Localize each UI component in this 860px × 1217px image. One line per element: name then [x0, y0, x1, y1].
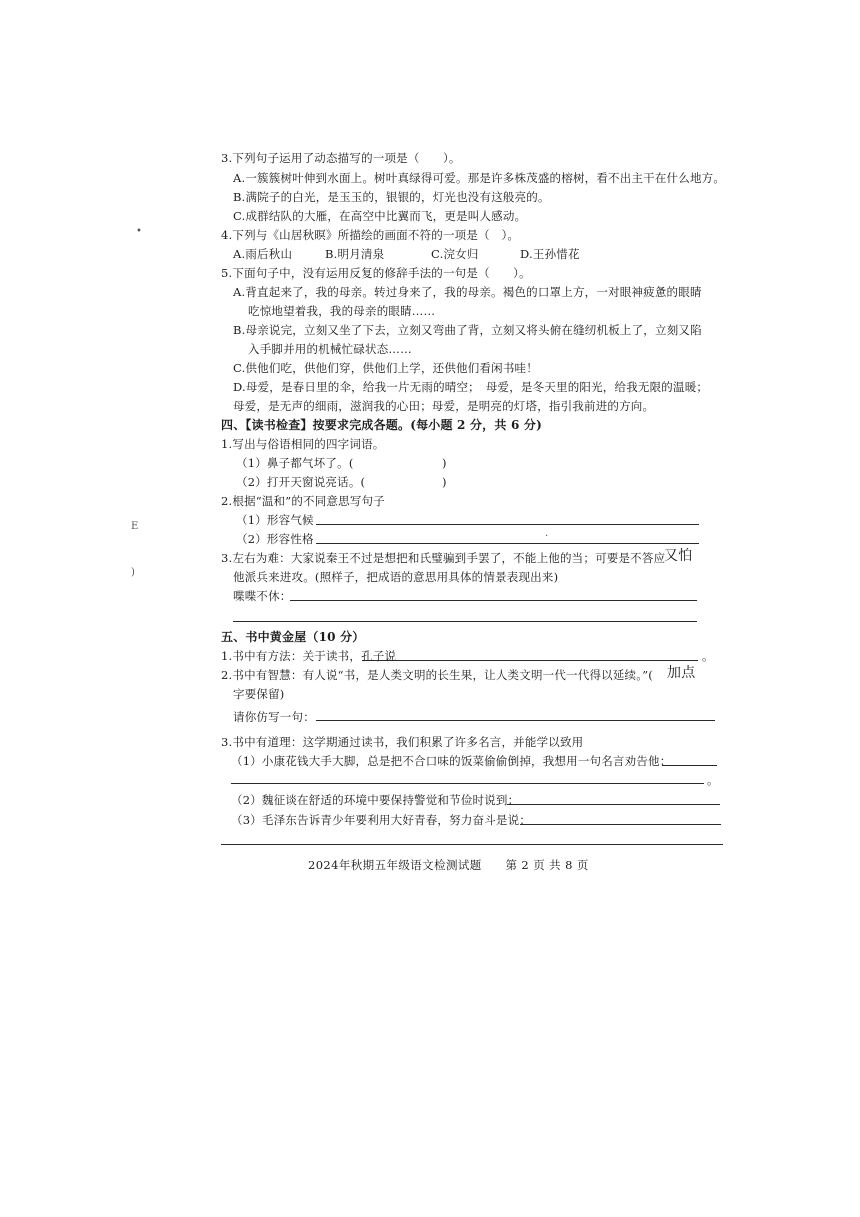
q3-stem: 3.下列句子运用了动态描写的一项是（ ）。	[221, 151, 461, 165]
section4-heading: 四、【读书检查】按要求完成各题。(每小题 2 分，共 6 分)	[221, 418, 542, 432]
margin-mark-paren: )	[131, 567, 135, 578]
speck: ·	[545, 531, 549, 542]
q5-option-b-line2: 入手脚并用的机械忙碌状态……	[248, 342, 412, 356]
margin-mark-e: E	[131, 521, 139, 532]
s5-q2-stem-line1: 2.书中有智慧：有人说“书，是人类文明的长生果，让人类文明一代一代得以延续。”(	[221, 668, 653, 682]
s5-q2-answer-line[interactable]	[316, 720, 715, 721]
s4-q3-idiom-label: 喋喋不休：	[233, 589, 292, 603]
s5-q3-item1-answer-line1[interactable]	[662, 765, 717, 766]
s5-q3-item2-answer-line[interactable]	[507, 804, 720, 805]
s5-q3-item3-answer-line1[interactable]	[520, 824, 721, 825]
s4-q1-item2-close: )	[442, 475, 447, 489]
q4-option-d: D.王孙惜花	[520, 247, 580, 261]
s4-q1-item1: （1）鼻子都气坏了。(	[236, 456, 354, 470]
s4-q1-stem: 1.写出与俗语相同的四字词语。	[221, 437, 385, 451]
s5-q3-item1-answer-line2[interactable]	[231, 783, 704, 784]
s5-q3-item1: （1）小康花钱大手大脚，总是把不合口味的饭菜偷偷倒掉，我想用一句名言劝告他：	[231, 754, 672, 768]
q5-option-a-line1: A.背直起来了，我的母亲。转过身来了，我的母亲。褐色的口罩上方，一对眼神疲惫的眼睛	[233, 285, 702, 299]
s4-q2-item1: （1）形容气候	[236, 513, 314, 527]
s4-q1-item1-close: )	[442, 456, 447, 470]
q5-option-a-line2: 吃惊地望着我，我的母亲的眼睛……	[248, 304, 436, 318]
s4-q3-stem-line2: 他派兵来进攻。(照样子，把成语的意思用具体的情景表现出来)	[233, 570, 559, 584]
s4-q3-answer-line2[interactable]	[233, 621, 697, 622]
s4-q2-stem: 2.根据“温和”的不同意思写句子	[221, 494, 385, 508]
s4-q3-stem-line1: 3.左右为难：大家说秦王不过是想把和氏璧骗到手罢了，不能上他的当；可要是不答应	[221, 551, 666, 565]
s4-q2-item2: （2）形容性格	[236, 532, 314, 546]
s4-q1-item2: （2）打开天窗说亮话。(	[236, 475, 366, 489]
q3-option-b: B.满院子的白光，是玉玉的，银银的，灯光也没有这般亮的。	[233, 190, 550, 204]
s4-q3-handwritten-end: 又怕	[664, 548, 693, 564]
s5-q1-stem: 1.书中有方法：关于读书，孔子说	[221, 649, 397, 663]
q5-option-b-line1: B.母亲说完，立刻又坐了下去，立刻又弯曲了背，立刻又将头俯在缝纫机板上了，立刻又陷	[233, 323, 702, 337]
s5-q3-item3-answer-line2[interactable]	[221, 844, 723, 845]
q5-option-d-line1: D.母爱，是春日里的伞，给我一片无雨的晴空； 母爱，是冬天里的阳光，给我无限的温暖；	[233, 380, 709, 394]
q5-stem: 5.下面句子中，没有运用反复的修辞手法的一句是（ ）。	[221, 266, 531, 280]
s4-q3-answer-line1[interactable]	[290, 600, 697, 601]
q3-option-c: C.成群结队的大雁，在高空中比翼而飞，更是叫人感动。	[233, 209, 527, 223]
q5-option-d-line2: 母爱，是无声的细雨，滋润我的心田；母爱，是明亮的灯塔，指引我前进的方向。	[233, 399, 655, 413]
s5-q1-period: 。	[702, 649, 714, 663]
s5-q3-item1-period: 。	[707, 773, 719, 787]
s5-q2-handwritten-end: 加点	[667, 665, 696, 681]
s5-q1-answer-line[interactable]	[362, 660, 698, 661]
s4-q2-answer-line1[interactable]	[316, 524, 699, 525]
s5-q2-prompt: 请你仿写一句：	[233, 710, 315, 724]
q4-option-b: B.明月清泉	[325, 247, 385, 261]
margin-dot: •	[136, 226, 142, 237]
page-footer: 2024年秋期五年级语文检测试题 第 2 页 共 8 页	[308, 858, 589, 872]
q4-stem: 4.下列与《山居秋暝》所描绘的画面不符的一项是（ ）。	[221, 228, 520, 242]
s5-q3-stem: 3.书中有道理：这学期通过读书，我们积累了许多名言，并能学以致用	[221, 735, 584, 749]
q4-option-a: A.雨后秋山	[233, 247, 293, 261]
s4-q2-answer-line2[interactable]	[316, 543, 699, 544]
q4-option-c: C.浣女归	[431, 247, 479, 261]
s5-q3-item3: （3）毛泽东告诉青少年要利用大好青春，努力奋斗是说：	[231, 813, 532, 827]
s5-q3-item2: （2）魏征谈在舒适的环境中要保持警觉和节俭时说到：	[231, 793, 520, 807]
q3-option-a: A.一簇簇树叶伸到水面上。树叶真绿得可爱。那是许多株茂盛的榕树，看不出主干在什么地方。	[233, 171, 726, 185]
q5-option-c: C.供他们吃，供他们穿，供他们上学，还供他们看闲书哇！	[233, 361, 538, 375]
s5-q2-stem-line2: 字要保留)	[233, 687, 285, 701]
section5-heading: 五、书中黄金屋（10 分）	[221, 630, 365, 644]
